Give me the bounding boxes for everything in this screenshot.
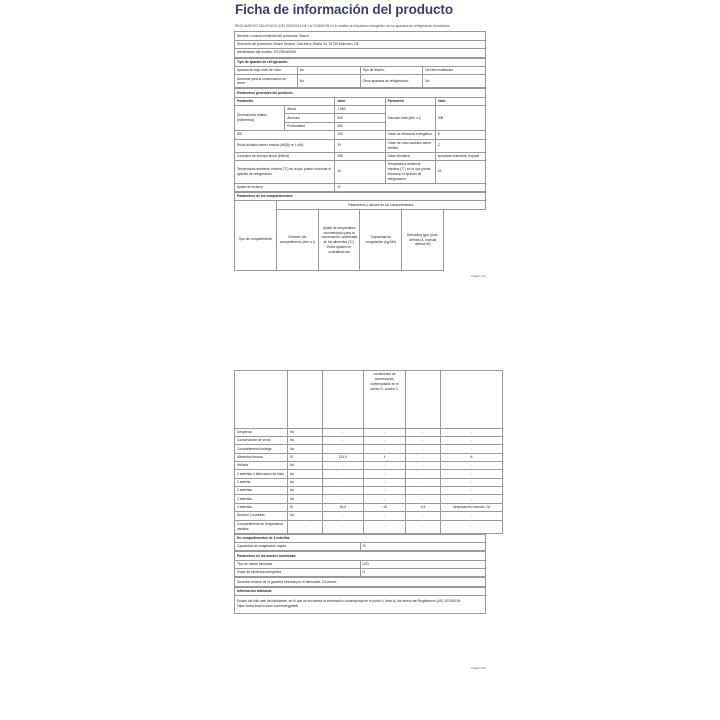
supplier-model-value: KGV36VW3AS (273, 50, 297, 55)
compartments-section-label: Parámetros de los compartimentos: (235, 193, 486, 201)
table-row (235, 569, 486, 577)
compartment-type: Sección 2 estrellas (235, 512, 288, 520)
compartment-type: Conservación de vinos (235, 436, 288, 444)
max-temp-value: 43 (435, 161, 485, 184)
page-footer-1: Página 1/2 (471, 274, 486, 279)
col-temp-setting: Ajuste de temperatura recomendado para la conservación optimizada de los alimentos (°C). Estos ajustes no contradirán las (318, 209, 360, 271)
table-row (235, 436, 503, 444)
compartment-volume: - (323, 445, 364, 453)
compartment-volume: 94,0 (323, 503, 364, 511)
noise-class-value: C (435, 139, 485, 152)
table-row (235, 543, 486, 551)
fast-freeze-value: Sí (360, 543, 486, 551)
compartment-temp: 4 (364, 453, 406, 461)
warranty-label: Duración mínima de la garantía ofrecida por el fabricante: (237, 579, 322, 584)
height-label: Altura (285, 106, 335, 114)
compartment-capacity: - (406, 436, 441, 444)
appliance-type-section-label: Tipo de aparato de refrigeración: (235, 58, 486, 66)
design-type-label: Tipo de diseño: (360, 66, 423, 74)
supplier-brand-label: Nombre o marca comercial del proveedor: (237, 33, 299, 38)
table-row (235, 596, 486, 614)
compartment-capacity: - (406, 445, 441, 453)
compartment-defrost: - (441, 512, 503, 520)
compartment-temp: - (364, 478, 406, 486)
table-row (235, 428, 503, 436)
noise-value: 39 (335, 139, 385, 152)
col-value-right: Valor (435, 97, 485, 105)
dimensions-label: Dimensiones totales (milímetros) (235, 106, 285, 131)
compartment-type: Alimentos frescos (235, 453, 288, 461)
compartment-volume: - (323, 478, 364, 486)
table-row (235, 131, 486, 139)
total-volume-value: 308 (435, 106, 485, 131)
table-row (235, 49, 486, 57)
fast-freeze-label: Capacidad de congelación rápida (235, 543, 361, 551)
compartment-capacity: - (406, 470, 441, 478)
table-row (235, 201, 486, 209)
col-parameter-right: Parámetro (385, 97, 435, 105)
min-temp-label: Temperatura ambiente mínima (°C) en la que puede funcionar el aparato de refrigeración (235, 161, 335, 184)
page-title: Ficha de información del producto (235, 2, 453, 17)
supplier-table (234, 31, 486, 57)
table-row (235, 209, 486, 271)
col-freezing-capacity: Capacidad de congelación (kg/24h) (360, 209, 402, 271)
compartment-volume: - (323, 512, 364, 520)
height-value: 1 860 (335, 106, 385, 114)
table-row (235, 453, 503, 461)
warranty-cell (235, 578, 486, 586)
table-row (235, 560, 486, 568)
low-noise-value: No (297, 66, 360, 74)
winter-setting-value: Sí (335, 183, 486, 191)
compartments-header-table (234, 192, 486, 271)
table-row (235, 183, 486, 191)
compartment-present: No (288, 445, 323, 453)
table-row (235, 58, 486, 66)
table-row (235, 75, 486, 88)
compartment-volume: - (323, 495, 364, 503)
other-appliances-label: Otros aparatos de refrigeración: (360, 75, 423, 88)
table-row (235, 139, 486, 152)
compartment-defrost: - (441, 445, 503, 453)
compartment-defrost: - (441, 428, 503, 436)
light-class-value: G (360, 569, 486, 577)
design-type-value: De libre instalación (423, 66, 486, 74)
compartment-capacity: - (406, 520, 441, 533)
depth-label: Profundidad (285, 122, 335, 130)
compartment-volume: - (323, 520, 364, 533)
climate-class-value: templada extendida, tropical (435, 152, 485, 160)
light-sources-table (234, 551, 486, 577)
compartment-capacity: - (406, 495, 441, 503)
width-value: 600 (335, 114, 385, 122)
compartment-present: - (288, 520, 323, 533)
col-defrosting-type: Defrosting type (auto-defrost=A, manual defrost=M) (402, 209, 444, 271)
winter-setting-label: Ajuste de invierno (235, 183, 335, 191)
table-row (235, 97, 486, 105)
general-parameters-section-label: Parámetros generales del producto: (235, 89, 486, 97)
four-star-section-label: En compartimentos de 4 estrellas (235, 534, 486, 542)
supplier-address-label: Dirección del proveedor: (237, 42, 273, 47)
compartment-temp: - (364, 495, 406, 503)
energy-class-label: Clase de eficiencia energética (385, 131, 435, 139)
continuation-blank-capacity (406, 371, 441, 429)
compartment-present: No (288, 487, 323, 495)
table-row (235, 40, 486, 48)
wine-storage-label: Armarios para la conservación de vinos: (235, 75, 298, 88)
document-page-1 (234, 0, 486, 278)
eei-label: IEE (235, 131, 335, 139)
depth-value: 650 (335, 122, 385, 130)
table-row (235, 520, 503, 533)
compartment-type: 1 estrella (235, 478, 288, 486)
continuation-blank-type (235, 371, 288, 429)
supplier-address-value: Bosch Service, Carl-Wery-Straße 34, 81739 München, DE (273, 42, 359, 47)
continuation-blank-volume (323, 371, 364, 429)
eei-value: 100 (335, 131, 385, 139)
compartment-type: Helador (235, 462, 288, 470)
table-row (235, 503, 503, 511)
compartment-capacity: 4,5 (406, 503, 441, 511)
light-type-label: Tipo de fuente luminosa (235, 560, 361, 568)
supplier-model-cell (235, 49, 486, 57)
compartment-defrost: A (441, 453, 503, 461)
compartment-capacity: - (406, 462, 441, 470)
compartments-group-header: Parámetros y valores de los compartimentos (276, 201, 485, 209)
compartment-temp: - (364, 512, 406, 520)
compartment-present: No (288, 495, 323, 503)
compartment-present: No (288, 512, 323, 520)
compartment-volume: - (323, 470, 364, 478)
compartment-volume: - (323, 462, 364, 470)
table-row (235, 152, 486, 160)
table-row (235, 161, 486, 184)
compartment-defrost: - (441, 436, 503, 444)
additional-info-text: Enlace del sitio web del fabricante, en el que se encuentra la información contemplada en el punto 4, letra a), del anexo del Reglamento (UE) 2019/2019: https://www.bosch-home.com/energylabel (235, 596, 486, 614)
table-row (235, 66, 486, 74)
col-temp-setting-continued: condiciones de conservación contempladas en el anexo IV, cuadro 3. (364, 371, 406, 429)
warranty-value: 24 meses (322, 579, 337, 584)
compartment-present: No (288, 428, 323, 436)
compartment-defrost: - (441, 520, 503, 533)
wine-storage-value: No (297, 75, 360, 88)
compartment-present: No (288, 470, 323, 478)
compartment-defrost: - (441, 478, 503, 486)
light-type-value: LED (360, 560, 486, 568)
noise-label: Ruido acústico aéreo emitido (dB(A) re 1 pW) (235, 139, 335, 152)
table-row (235, 106, 486, 114)
table-row (235, 470, 503, 478)
compartment-type: 2 estrellas (235, 487, 288, 495)
compartment-volume: - (323, 487, 364, 495)
table-row (235, 487, 503, 495)
table-row (235, 89, 486, 97)
compartment-defrost: - (441, 462, 503, 470)
page-footer-2: Página 2/2 (471, 665, 486, 670)
climate-class-label: Clase climática (385, 152, 435, 160)
compartment-capacity: - (406, 428, 441, 436)
compartment-present: Sí (288, 503, 323, 511)
annual-energy-value: 288 (335, 152, 385, 160)
compartment-temp: - (364, 470, 406, 478)
table-row (235, 32, 486, 40)
table-row (235, 495, 503, 503)
col-value-left: Valor (335, 97, 385, 105)
compartment-volume: 214,0 (323, 453, 364, 461)
compartment-capacity: - (406, 453, 441, 461)
energy-class-value: E (435, 131, 485, 139)
compartment-temp: - (364, 445, 406, 453)
compartment-type: Compartimento de temperatura variable (235, 520, 288, 533)
compartment-defrost: - (441, 470, 503, 478)
compartment-type: 0 estrellas o fabricación de hielo (235, 470, 288, 478)
compartment-type: Despensa (235, 428, 288, 436)
table-row (235, 534, 486, 542)
table-row (235, 193, 486, 201)
compartment-type: Compartimento bodega (235, 445, 288, 453)
compartment-present: Sí (288, 453, 323, 461)
compartment-volume: - (323, 428, 364, 436)
four-star-table (234, 534, 486, 552)
table-row (235, 587, 486, 595)
compartment-present: No (288, 436, 323, 444)
appliance-type-table (234, 58, 486, 89)
compartment-present: No (288, 478, 323, 486)
additional-info-table (234, 587, 486, 614)
table-row (235, 578, 486, 586)
supplier-brand-value: Bosch (299, 33, 309, 38)
compartment-type: 4 estrellas (235, 503, 288, 511)
continuation-blank-defrost (441, 371, 503, 429)
compartment-defrost: - (441, 495, 503, 503)
other-appliances-value: No (423, 75, 486, 88)
supplier-model-label: Identificador del modelo: (237, 50, 273, 55)
continuation-blank-present (288, 371, 323, 429)
noise-class-label: Clase de ruido acústico aéreo emitido (385, 139, 435, 152)
supplier-brand-cell (235, 32, 486, 40)
low-noise-label: Aparato de bajo nivel de ruido: (235, 66, 298, 74)
compartment-temp: - (364, 462, 406, 470)
compartment-volume: - (323, 436, 364, 444)
compartment-temp: - (364, 487, 406, 495)
table-row (235, 445, 503, 453)
compartment-defrost: - (441, 487, 503, 495)
col-compartment-volume: Volumen del compartimento (dm³ o l) (276, 209, 318, 271)
compartment-capacity: - (406, 512, 441, 520)
compartment-temp: -18 (364, 503, 406, 511)
max-temp-label: Temperatura ambiente máxima (°C) en la que puede funcionar el aparato de refrigeración (385, 161, 435, 184)
col-parameter-left: Parámetro (235, 97, 335, 105)
table-row (235, 478, 503, 486)
compartment-temp: - (364, 436, 406, 444)
width-label: Anchura (285, 114, 335, 122)
compartment-temp: - (364, 520, 406, 533)
compartment-type: 3 estrellas (235, 495, 288, 503)
compartment-defrost: desescarche manual = M (441, 503, 503, 511)
compartment-capacity: - (406, 478, 441, 486)
table-row (235, 552, 486, 560)
table-row (235, 512, 503, 520)
light-class-label: Clase de eficiencia energética (235, 569, 361, 577)
total-volume-label: Volumen total (dm³ o l) (385, 106, 435, 131)
warranty-table (234, 577, 486, 586)
additional-info-section-label: Información adicional: (235, 587, 486, 595)
compartment-capacity: - (406, 487, 441, 495)
compartment-present: No (288, 462, 323, 470)
document-page-2 (234, 370, 490, 670)
min-temp-value: 10 (335, 161, 385, 184)
general-parameters-table (234, 88, 486, 192)
col-compartment-type: Tipo de compartimento (235, 209, 277, 271)
supplier-address-cell (235, 40, 486, 48)
light-sources-section-label: Parámetros de las fuentes luminosas: (235, 552, 486, 560)
compartment-temp: - (364, 428, 406, 436)
table-row (235, 371, 503, 429)
table-row (235, 462, 503, 470)
compartments-continuation-table (234, 370, 503, 534)
compartments-blank-corner (235, 201, 277, 209)
regulation-reference: REGLAMENTO DELEGADO (UE) 2019/2016 DE LA COMISIÓN en lo relativo al etiquetado energético de los aparatos de refrigeración domésticos (235, 23, 450, 28)
annual-energy-label: Consumo de energía anual (kWh/a) (235, 152, 335, 160)
